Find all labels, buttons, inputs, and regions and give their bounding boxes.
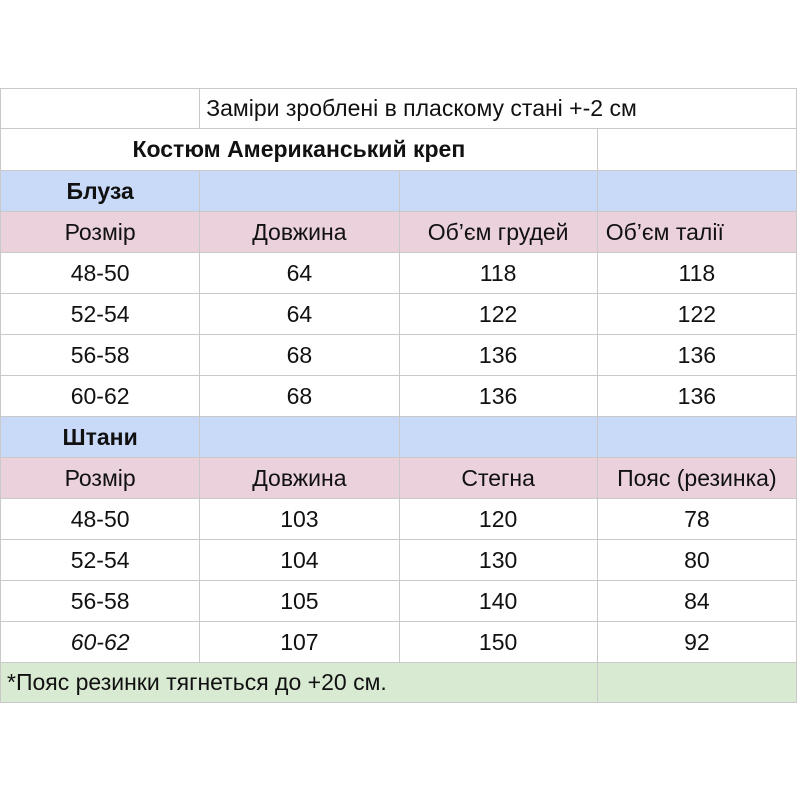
blouse-section-label[interactable]: Блуза [1, 171, 200, 212]
table-row [1, 376, 797, 417]
cell-size[interactable]: 52-54 [1, 294, 200, 335]
table-row [1, 499, 797, 540]
cell-waist[interactable]: 136 [597, 335, 796, 376]
cell-hips[interactable]: 150 [399, 622, 597, 663]
cell-hips[interactable]: 130 [399, 540, 597, 581]
cell-waistband[interactable]: 84 [597, 581, 796, 622]
cell-size[interactable]: 56-58 [1, 335, 200, 376]
pants-section-label[interactable]: Штани [1, 417, 200, 458]
header-size[interactable]: Розмір [1, 458, 200, 499]
cell-size[interactable]: 60-62 [1, 622, 200, 663]
table-row [1, 622, 797, 663]
cell-chest[interactable]: 122 [399, 294, 597, 335]
cell[interactable] [399, 417, 597, 458]
cell-waistband[interactable]: 92 [597, 622, 796, 663]
cell-chest[interactable]: 136 [399, 335, 597, 376]
cell-size[interactable]: 48-50 [1, 253, 200, 294]
cell-length[interactable]: 104 [200, 540, 399, 581]
cell-length[interactable]: 105 [200, 581, 399, 622]
cell-chest[interactable]: 118 [399, 253, 597, 294]
cell-waist[interactable]: 118 [597, 253, 796, 294]
cell-length[interactable]: 64 [200, 253, 399, 294]
header-size[interactable]: Розмір [1, 212, 200, 253]
cell-waistband[interactable]: 78 [597, 499, 796, 540]
cell-chest[interactable]: 136 [399, 376, 597, 417]
cell-length[interactable]: 68 [200, 376, 399, 417]
cell-length[interactable]: 107 [200, 622, 399, 663]
cell-size[interactable]: 48-50 [1, 499, 200, 540]
cell-size[interactable]: 56-58 [1, 581, 200, 622]
cell-length[interactable]: 64 [200, 294, 399, 335]
cell[interactable] [597, 417, 796, 458]
header-length[interactable]: Довжина [200, 458, 399, 499]
size-chart-table [0, 88, 797, 703]
cell-size[interactable]: 52-54 [1, 540, 200, 581]
cell-length[interactable]: 68 [200, 335, 399, 376]
cell[interactable] [597, 663, 796, 703]
blouse-header-row [1, 212, 797, 253]
header-waist[interactable]: Об’єм талії [597, 212, 796, 253]
cell-hips[interactable]: 120 [399, 499, 597, 540]
header-waistband[interactable]: Пояс (резинка) [597, 458, 796, 499]
table-row [1, 540, 797, 581]
chart-title[interactable]: Костюм Американський креп [1, 129, 598, 171]
pants-header-row [1, 458, 797, 499]
title-row [1, 129, 797, 171]
footnote[interactable]: *Пояс резинки тягнеться до +20 см. [1, 663, 598, 703]
cell-waist[interactable]: 122 [597, 294, 796, 335]
cell[interactable] [597, 171, 796, 212]
table-row [1, 335, 797, 376]
table-row [1, 581, 797, 622]
table-row [1, 253, 797, 294]
cell-waistband[interactable]: 80 [597, 540, 796, 581]
cell[interactable] [597, 129, 796, 171]
header-chest[interactable]: Об’єм грудей [399, 212, 597, 253]
cell-length[interactable]: 103 [200, 499, 399, 540]
cell-size[interactable]: 60-62 [1, 376, 200, 417]
table-row [1, 294, 797, 335]
note-row [1, 89, 797, 129]
footnote-row [1, 663, 797, 703]
header-hips[interactable]: Стегна [399, 458, 597, 499]
cell-hips[interactable]: 140 [399, 581, 597, 622]
cell[interactable] [399, 171, 597, 212]
pants-section-row [1, 417, 797, 458]
cell[interactable] [1, 89, 200, 129]
blouse-section-row [1, 171, 797, 212]
cell[interactable] [200, 417, 399, 458]
measurement-note[interactable]: Заміри зроблені в пласкому стані +-2 см [200, 89, 797, 129]
header-length[interactable]: Довжина [200, 212, 399, 253]
cell[interactable] [200, 171, 399, 212]
cell-waist[interactable]: 136 [597, 376, 796, 417]
